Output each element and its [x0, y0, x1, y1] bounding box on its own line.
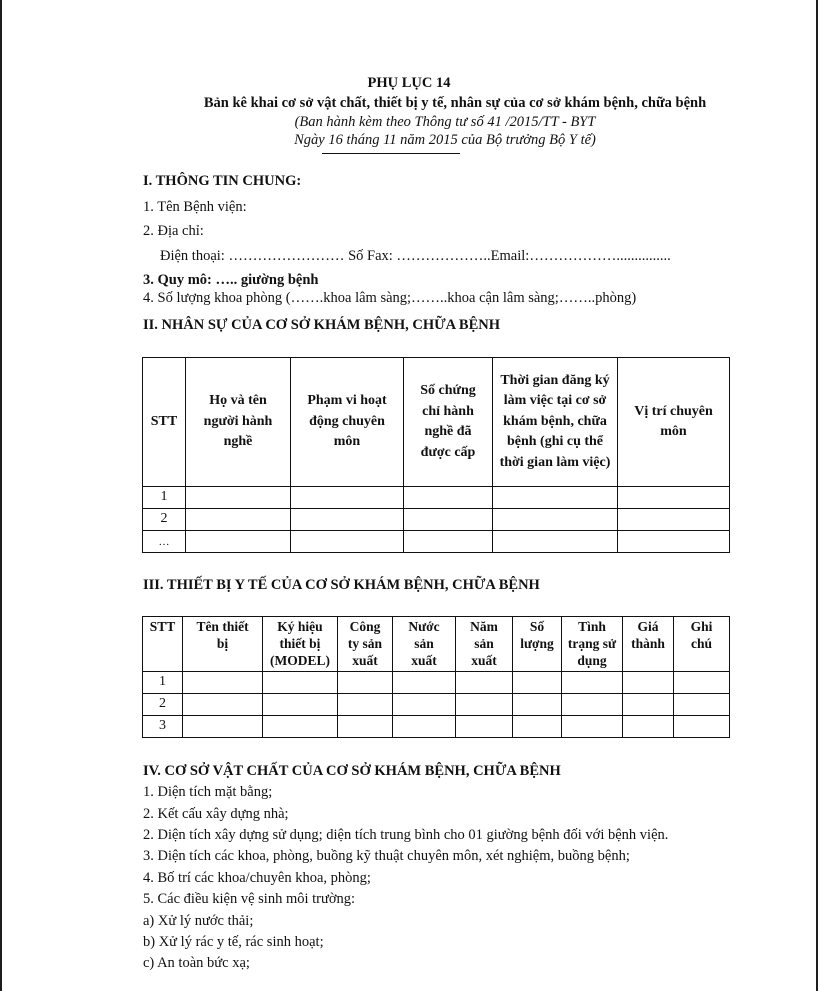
section-3-heading: III. THIẾT BỊ Y TẾ CỦA CƠ SỞ KHÁM BỆNH, CHỮA BỆNH: [143, 577, 540, 593]
cell[interactable]: [291, 531, 404, 553]
equipment-table: [142, 616, 730, 738]
facility-item: 2. Diện tích xây dựng sử dụng; diện tích trung bình cho 01 giường bệnh đối với bệnh viện.: [143, 827, 669, 843]
table-row: [143, 694, 730, 716]
contact-field: Điện thoại: …………………… Số Fax: ………………..Email:………………...............: [160, 248, 671, 264]
cell[interactable]: [393, 694, 456, 716]
col-stt: STT: [143, 617, 183, 672]
col-quantity: Số lượng: [513, 617, 562, 672]
hospital-name-field: 1. Tên Bệnh viện:: [143, 199, 247, 215]
issued-by-line-2: Ngày 16 tháng 11 năm 2015 của Bộ trưởng Bộ Y tế): [294, 132, 596, 148]
appendix-title: PHỤ LỤC 14: [367, 75, 451, 91]
cell[interactable]: [513, 716, 562, 738]
section-1-heading: I. THÔNG TIN CHUNG:: [143, 173, 302, 189]
cell[interactable]: [623, 694, 674, 716]
scale-field: 3. Quy mô: ….. giường bệnh: [143, 272, 319, 288]
cell[interactable]: [623, 672, 674, 694]
staff-table-header: [143, 358, 730, 487]
facility-item: 1. Diện tích mặt bằng;: [143, 784, 273, 800]
cell[interactable]: [263, 716, 338, 738]
section-2-heading: II. NHÂN SỰ CỦA CƠ SỞ KHÁM BỆNH, CHỮA BỆNH: [143, 317, 501, 333]
cell[interactable]: [513, 694, 562, 716]
cell[interactable]: [456, 716, 513, 738]
col-model: Ký hiệu thiết bị (MODEL): [263, 617, 338, 672]
cell[interactable]: [623, 716, 674, 738]
cell[interactable]: [618, 487, 730, 509]
col-year: Năm sản xuất: [456, 617, 513, 672]
col-price: Giá thành: [623, 617, 674, 672]
col-work-time: Thời gian đăng ký làm việc tại cơ sở khám bệnh, chữa bệnh (ghi cụ thể thời gian làm việc): [493, 358, 618, 487]
facility-item: b) Xử lý rác y tế, rác sinh hoạt;: [143, 934, 324, 950]
col-practitioner-name: Họ và tên người hành nghề: [186, 358, 291, 487]
cell[interactable]: [674, 672, 730, 694]
table-row: [143, 509, 730, 531]
cell[interactable]: [393, 672, 456, 694]
col-condition: Tình trạng sử dụng: [562, 617, 623, 672]
table-row: [143, 716, 730, 738]
facility-item: 4. Bố trí các khoa/chuyên khoa, phòng;: [143, 870, 371, 886]
col-scope: Phạm vi hoạt động chuyên môn: [291, 358, 404, 487]
cell[interactable]: [493, 487, 618, 509]
cell[interactable]: [493, 531, 618, 553]
address-field: 2. Địa chỉ:: [143, 223, 204, 239]
cell-stt: …: [143, 531, 186, 553]
cell[interactable]: [562, 716, 623, 738]
facility-item: c) An toàn bức xạ;: [143, 955, 250, 971]
cell[interactable]: [513, 672, 562, 694]
cell-stt: 1: [143, 487, 186, 509]
cell[interactable]: [393, 716, 456, 738]
issued-by-line-1: (Ban hành kèm theo Thông tư số 41 /2015/TT - BYT: [294, 114, 596, 130]
col-notes: Ghi chú: [674, 617, 730, 672]
col-device-name: Tên thiết bị: [183, 617, 263, 672]
col-stt: STT: [143, 358, 186, 487]
cell[interactable]: [456, 672, 513, 694]
cell[interactable]: [186, 487, 291, 509]
cell[interactable]: [263, 672, 338, 694]
cell[interactable]: [338, 716, 393, 738]
cell-stt: 1: [143, 672, 183, 694]
equipment-table-header: [143, 617, 730, 672]
cell[interactable]: [493, 509, 618, 531]
cell[interactable]: [183, 694, 263, 716]
col-position: Vị trí chuyên môn: [618, 358, 730, 487]
cell[interactable]: [562, 694, 623, 716]
cell[interactable]: [338, 672, 393, 694]
facility-item: 5. Các điều kiện vệ sinh môi trường:: [143, 891, 356, 907]
facility-item: 3. Diện tích các khoa, phòng, buồng kỹ thuật chuyên môn, xét nghiệm, buồng bệnh;: [143, 848, 630, 864]
cell[interactable]: [562, 672, 623, 694]
table-row: [143, 672, 730, 694]
cell[interactable]: [183, 716, 263, 738]
cell[interactable]: [456, 694, 513, 716]
cell[interactable]: [618, 509, 730, 531]
cell[interactable]: [674, 716, 730, 738]
cell-stt: 3: [143, 716, 183, 738]
header-divider: [322, 153, 460, 154]
col-country: Nước sản xuất: [393, 617, 456, 672]
cell[interactable]: [263, 694, 338, 716]
cell[interactable]: [404, 487, 493, 509]
cell[interactable]: [674, 694, 730, 716]
cell-stt: 2: [143, 509, 186, 531]
cell[interactable]: [618, 531, 730, 553]
page-left-edge: [0, 0, 2, 991]
departments-field: 4. Số lượng khoa phòng (…….khoa lâm sàng;……..khoa cận lâm sàng;……..phòng): [143, 290, 637, 306]
col-license-number: Số chứng chỉ hành nghề đã được cấp: [404, 358, 493, 487]
cell[interactable]: [404, 531, 493, 553]
facility-item: 2. Kết cấu xây dựng nhà;: [143, 806, 289, 822]
document-subtitle: Bản kê khai cơ sở vật chất, thiết bị y tế, nhân sự của cơ sở khám bệnh, chữa bệnh: [203, 95, 707, 111]
cell[interactable]: [338, 694, 393, 716]
col-manufacturer: Công ty sản xuất: [338, 617, 393, 672]
cell[interactable]: [404, 509, 493, 531]
staff-table: [142, 357, 730, 553]
table-row: [143, 531, 730, 553]
cell[interactable]: [186, 509, 291, 531]
table-row: [143, 487, 730, 509]
facility-item: a) Xử lý nước thải;: [143, 913, 254, 929]
cell[interactable]: [186, 531, 291, 553]
cell-stt: 2: [143, 694, 183, 716]
cell[interactable]: [291, 487, 404, 509]
section-4-heading: IV. CƠ SỞ VẬT CHẤT CỦA CƠ SỞ KHÁM BỆNH, CHỮA BỆNH: [143, 763, 561, 779]
cell[interactable]: [183, 672, 263, 694]
cell[interactable]: [291, 509, 404, 531]
